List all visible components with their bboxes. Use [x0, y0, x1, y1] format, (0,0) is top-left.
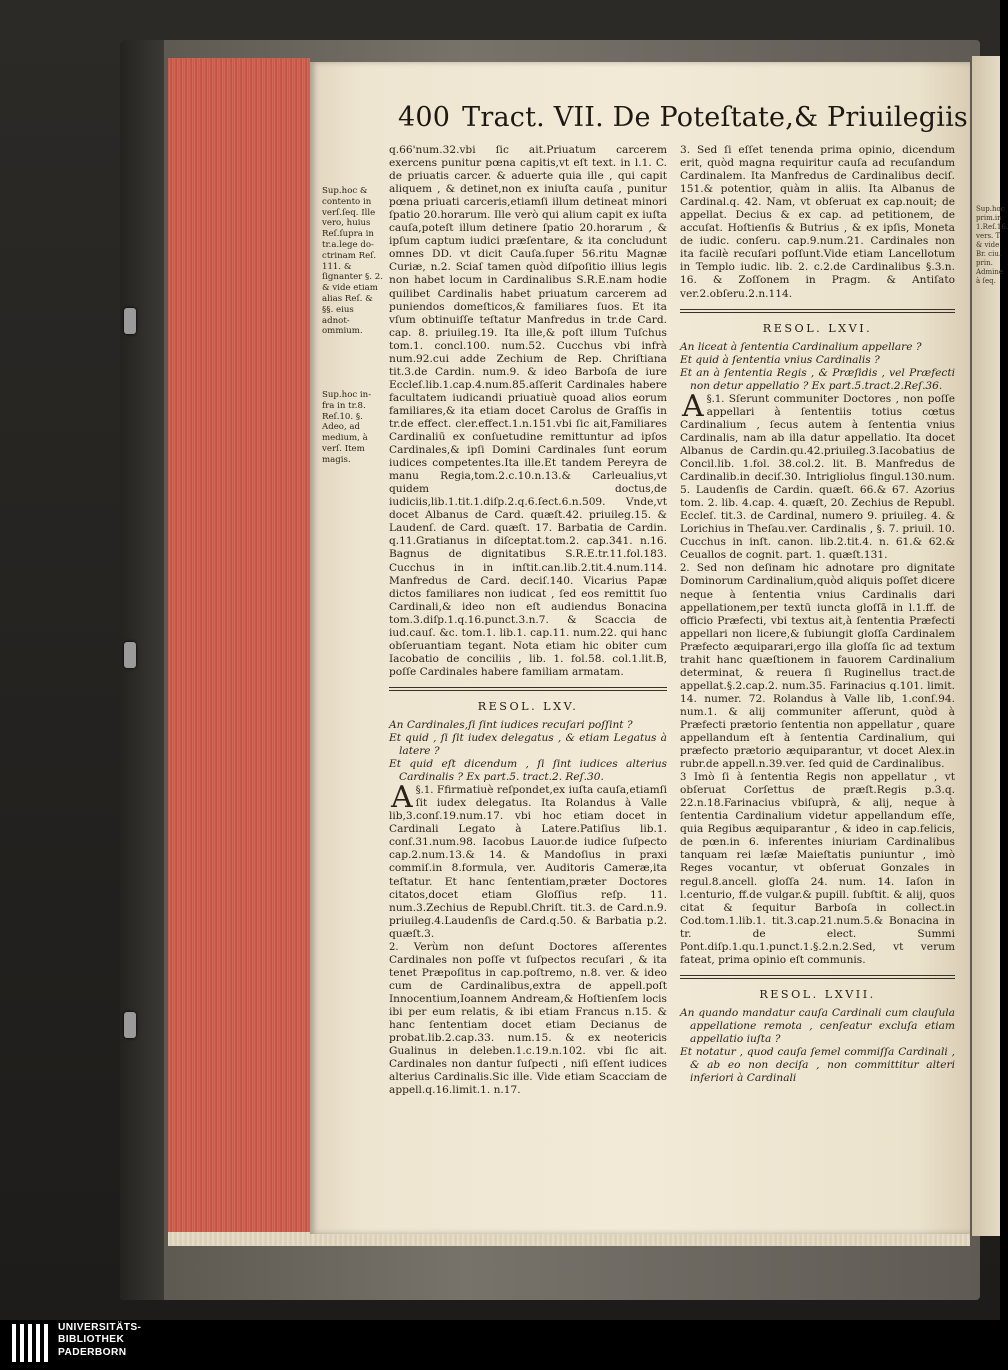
section-text: Sed non deſinam hic adnotare pro dignitate Dominorum Cardinalium,quòd aliquis poſſet dicere neque à ſententia vnius Cardinalis dari appellationem,per textū iuncta gloſſā in l.1.ff. de officio Præfecti, vbi textus ait,à ſententia Præfecti appellari non licere,& ſubiungit gloſſa Cardinalem Præfecto æquiparari,ergo illa gloſſa ſic ad textum trahit hanc quæſtionem in fauorem Cardinalium determinat, & reuera ſi Ruginellus tract.de appellat.§.2.cap.2. num.35. Farinacius q.101. limit. 14. numer. 72. Rolandus à Valle lib, 1.conſ.94. num.1. & alij communiter aſſerunt, quòd à Præfecti prætorio ſententia non appellatur , quare appellandum eſt à ſententia Cardinalium, qui præfecto prætorio æquiparantur, vt docet Alex.in rubr.de appell.n.39.ver. ſed quid de Cardinalibus. — [680, 562, 955, 771]
margin-note-1: Sup.hoc & contento in verſ.ſeq. Ille vero, huius Reſ.ſupra in tr.a.lege do- ctrinam Reſ. 111. & ſignanter §. 2. & vide etiam alias Reſ. & §§. eius adnot- ommium. — [322, 186, 383, 337]
resol-66-section-3 — [680, 771, 955, 967]
margin-note-2: Sup.hoc in- fra in tr.8. Reſ.10. §. Adeo, ad medium, à verſ. Item magis. — [322, 390, 372, 465]
page-edges-bottom — [168, 1232, 970, 1246]
section-label: 2. — [680, 563, 690, 575]
library-logo — [10, 1322, 150, 1366]
question-1: An quando mandatur cauſa Cardinali cum clauſula appellatione remota , cenſeatur excluſa etiam appellatio iuſta ? — [680, 1006, 955, 1045]
section-label: 3 — [680, 772, 687, 784]
question-2: Et notatur , quod cauſa ſemel commiſſa Cardinali , & ab eo non deciſa , non committitur alteri inferiori à Cardinali — [680, 1046, 955, 1085]
resol-heading-67: RESOL. LXVII. — [759, 987, 876, 1001]
resol-66-section-2 — [680, 562, 955, 771]
logo-line-1: UNIVERSITÄTS- — [58, 1322, 142, 1333]
left-text-column — [389, 144, 667, 1097]
question-1: An Cardinales,ſi ſint iudices recuſari poſſint ? — [389, 718, 633, 731]
section-rule — [680, 975, 955, 979]
running-header — [398, 102, 968, 142]
section-label: 2. — [389, 941, 399, 953]
section-label: §.1. — [415, 785, 434, 797]
facing-page-margin-note: Sup.hoc prim.in 1.Reſ.16. vers. T & vide Br. ciu. prin. Admine à ſeq. — [976, 205, 1008, 285]
drop-cap: A — [682, 388, 704, 424]
section-rule — [389, 687, 667, 691]
resol-heading-66: RESOL. LXVI. — [762, 321, 873, 335]
question-1: An liceat à ſententia Cardinalium appellare ? — [680, 340, 922, 353]
question-2: Et quid à ſententia vnius Cardinalis ? — [680, 353, 880, 366]
page-number: 400 — [398, 102, 451, 133]
question-3: Et an à ſententia Regis , & Præſidis , vel Præfecti non detur appellatio ? Ex part.5.tract.2.Reſ.36. — [680, 366, 955, 392]
resol-66-section-1 — [680, 388, 955, 563]
logo-line-2: BIBLIOTHEK — [58, 1334, 125, 1346]
section-text: Sſerunt communiter Doctores , non poſſe appellari à ſententiis totius cœtus Cardinalium , ſecus autem à ſententia vnius Cardinalis, nam ab illa datur appellatio. Ita docet Albanus de Cardin.qu.42.priuileg.3.Iacobatius de Concil.lib. 1.fol. 38.col.2. lit. B. Manfredus de Cardinalib.in deciſ.30. Intrigliolus ſingul.130.num. 5. Laudenſis de Cardin. quæſt. 66.& 67. Azorius tom. 2. lib. 4.cap. 4. quæſt, 20. Zechius de Republ. Eccleſ. tit.3. de Cardinal, numero 9. priuileg. 4. & Lorichius in Theſau.ver. Cardinalis , §. 7. priuil. 10. Cucchus in inſt. canon. lib.2.tit.4. n. 61.& 62.& Ceuallos de cognit. part. 1. quæſt.131. — [680, 392, 955, 562]
book-clasp-middle — [124, 642, 136, 668]
drop-cap: A — [391, 780, 413, 816]
resol-heading-65: RESOL. LXV. — [477, 699, 579, 713]
library-logo-icon — [10, 1322, 52, 1366]
book-clasp-bottom — [124, 1012, 136, 1038]
question-3: Et quid eſt dicendum , ſi ſint iudices alterius Cardinalis ? Ex part.5. tract.2. Reſ.30. — [389, 758, 667, 784]
right-text-column — [680, 144, 955, 1085]
resol-65-section-2 — [389, 941, 667, 1098]
resol-65-section-1 — [389, 780, 667, 941]
red-page-edges — [168, 58, 310, 1236]
question-2: Et quid , ſi ſit iudex delegatus , & etiam Legatus à latere ? — [389, 732, 667, 758]
book-clasp-top — [124, 308, 136, 334]
section-label: §.1. — [706, 393, 725, 405]
logo-line-3: PADERBORN — [58, 1346, 127, 1358]
section-text: Imò ſi à ſententia Regis non appellatur , vt obſeruat Corſettus de præſt.Regis p.3.q. 22.n.18.Farinacius vbiſuprà, & alij, neque à ſententia Cardinalium videtur appellandum eſſe, quia Regibus æquiparantur , & ideo in cap.felicis, de pœn.in 6. inferentes iniuriam Cardinalibus tanquam rei læſæ Maieſtatis puniuntur , imò Reges vocantur, vt obſeruat Gonzales in regul.8.ancell. gloſſa 24. num. 14. Iaſon in l.centurio, ff.de vulgar.& pupill. ſubſtit. & alij, quos citat & ſequitur Barboſa in collect.in Cod.tom.1.lib.1. tit.3.cap.21.num.5.& Bonacina in tr. de elect. Summi Pont.diſp.1.qu.1.punct.1.§.2.n.2.Sed, vt verum fateat, prima opinio eſt communis. — [680, 771, 955, 966]
section-label: 3. — [680, 144, 691, 156]
section-rule — [680, 309, 955, 313]
resol-65-section-3 — [680, 144, 955, 301]
running-title: Tract. VII. De Poteſtate,& Priuilegiis — [462, 102, 968, 133]
section-text: Ffirmatiuè reſpondet,ex iuſta cauſa,etiamſi ſit iudex delegatus. Ita Rolandus à Valle lib,3.conſ.19.num.17. vbi hoc etiam docet in Cardinali Legato à Latere.Patiſius lib.1. conſ.31.num.98. Iacobus Lauor.de iudice ſuſpecto cap.2.num.13.& 14. & Mandoſius in praxi commiſ.in 8.formula, ver. Auditoris Cameræ,ita teſtatur. Et hanc ſententiam,præter Doctores citatos,docet etiam Gloſſius reſp. 11. num.3.Zechius de Republ.Chriſt. tit.3. de Card.n.9. priuileg.4.Laudenſis de Card.q.50. & Barbatia p.2. quæſt.3. — [389, 784, 667, 940]
continued-paragraph: q.66'num.32.vbi ſic ait.Priuatum carcerem exercens punitur pœna capitis,vt eſt text. in l.1. C. de priuatis carcer. & aduerte quia ille , qui capit aliquem , & detinet,non ex iniuſta cauſa , punitur pœna priuati carceris,etiamſi illum detineat minori ſpatio 20.horarum. Ille verò qui alium capit ex iuſta cauſa,poteſt illum detinere ſpatio 20.horarum , & ipſum captum iudici præſentare, & ita concludunt omnes DD. vt dicit Cauſa.ſuper 56.ritu Magnæ Curiæ, n.2. Sciaſ tamen quòd diſpoſitio illius legis non habet locum in Cardinalibus S.R.E.nam hodie quilibet Cardinalis habet priuatum carcerem ad puniendos domeſticos,& familiares ſuos. Et ita vſum obtinuiſſe teſtatur Manfredus in tr.de Card. cap. 8. priuileg.19. Ita ille,& poſt illum Tuſchus tom.1. concl.100. num.52. Cucchus vbi infrà num.92.cui adde Zechium de Rep. Chriſtiana tit.3.de Cardin. num.9. & ideo Barboſa de iure Eccleſ.lib.1.cap.4.num.85.aſſerit Cardinales habere facultatem iudicandi priuatiuè quoad alios eorum familiares,& ita etiam docet Carolus de Graſſis in tr.de effect. cler.effect.1.n.151.vbi ſic ait,Familiares Cardinaliū ex conſuetudine remittuntur ad ipſos Cardinales,& ipſi Domini Cardinales ſunt eorum iudices competentes.Ita ille.Et tandem Pereyra de manu Regia,tom.2.c.10.n.13.& Carleualius,vt quidem doctus,de iudiciis,lib.1.tit.1.diſp.2.q.6.ſect.6.n.509. Vnde,vt docet Albanus de Card. quæſt.42. priuileg.15. & Laudenſ. de Card. quæſt. 17. Barbatia de Cardin. q.11.Gratianus in diſceptat.tom.2. cap.341. n.16. Bagnus de dignitatibus S.R.E.tr.11.fol.183. Cucchus in in inſtit.can.lib.2.tit.4.num.114. Manfredus de Card. deciſ.140. Vicarius Papæ dictos familiares non iudicat , ſed eos remittit ſuo Cardinali,& ideo non eſt audiendus Bonacina tom.3.diſp.1.q.16.punct.3.n.7. & Scaccia de iud.cauſ. &c. tom.1. lib.1. cap.11. num.22. qui hanc obſeruantiam tegant. Nota etiam hic obiter cum Iacobatio de conciliis , lib. 1. fol.58. col.1.lit.B, poſſe Cardinales habere familiam armatam. — [389, 144, 667, 678]
section-text: Sed ſi eſſet tenenda prima opinio, dicendum erit, quòd magna requiritur cauſa ad recuſandum Cardinalem. Ita Manfredus de Cardinalibus deciſ. 151.& potentior, quàm in aliis. Ita Albanus de Cardinal.q. 42. Nam, vt obſeruat ex cap.nouit; de appellat. Decius & ex cap. ad petitionem, de accuſat. Hoſtienſis & Butrius , & ex ipſis, Moneta de iudic. conſeru. cap.9.num.21. Cardinales non ita facilè recuſari poſſunt.Vide etiam Lancellotum in Templo iudic. lib. 2. c.2.de Cardinalibus §.3.n. 16. & Zoſſonem in Pragm. & Antiſato ver.2.obſeru.2.n.114. — [680, 144, 955, 300]
section-text: Verùm non deſunt Doctores aſſerentes Cardinales non poſſe vt ſuſpectos recuſari , & ita tenet Præpoſitus in cap.poſtremo, n.8. ver. & ideo cum de Cardinalibus,extra de appell.poſt Innocentium,Ioannem Andream,& Hoſtienſem locis ibi per eum relatis, & ibi etiam Francus n.15. & hanc ſententiam docet etiam Decianus de probat.lib.2.cap.33. num.15. & ex neotericis Gualinus in deleben.1.c.19.n.102. vbi ſic ait. Cardinales non dantur ſuſpecti , niſi eſſent iudices alterius Cardinalis.Sic ille. Vide etiam Scacciam de appell.q.16.limit.1. n.17. — [389, 940, 667, 1097]
book-spine-shadow — [120, 40, 164, 1300]
library-logo-text — [58, 1322, 141, 1359]
